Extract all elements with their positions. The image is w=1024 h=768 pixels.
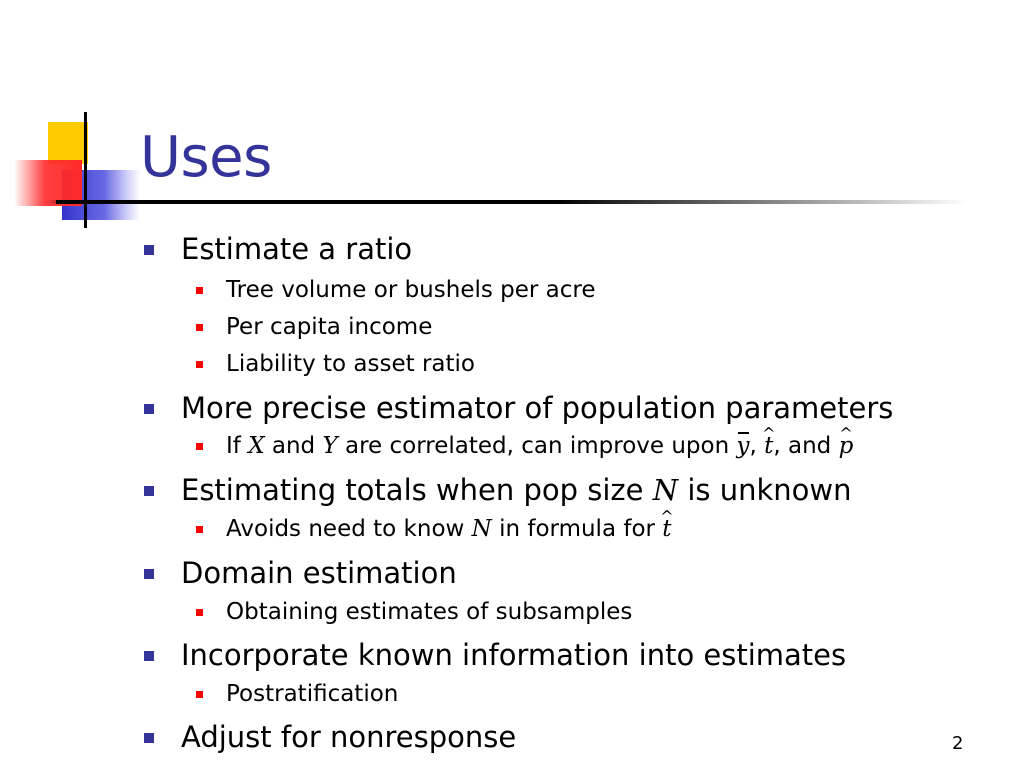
square-bullet-icon bbox=[196, 324, 203, 331]
square-bullet-icon bbox=[196, 691, 203, 698]
square-bullet-icon bbox=[144, 245, 154, 255]
square-bullet-icon bbox=[196, 443, 203, 450]
bullet-level1: Estimate a ratio bbox=[181, 232, 412, 266]
page-number: 2 bbox=[952, 733, 964, 754]
slide-title: Uses bbox=[140, 125, 272, 190]
math-y: Y bbox=[322, 433, 338, 459]
bullet-level2: If X and Y are correlated, can improve upon y, ^ t, and ^ p bbox=[226, 432, 853, 460]
square-bullet-icon bbox=[196, 287, 203, 294]
bullet-level2: Avoids need to know N in formula for ^ t bbox=[226, 515, 672, 543]
bullet-level1: More precise estimator of population parameters bbox=[181, 391, 893, 425]
math-that: ^ t bbox=[662, 515, 671, 543]
square-bullet-icon bbox=[196, 526, 203, 533]
bullet-level2: Tree volume or bushels per acre bbox=[226, 276, 596, 304]
math-ybar: y bbox=[736, 433, 750, 459]
bullet-level1: Domain estimation bbox=[181, 556, 457, 590]
square-bullet-icon bbox=[144, 486, 154, 496]
square-bullet-icon bbox=[196, 361, 203, 368]
bullet-level2: Liability to asset ratio bbox=[226, 350, 475, 378]
bullet-level2: Per capita income bbox=[226, 313, 432, 341]
math-phat: ^ p bbox=[839, 432, 854, 460]
square-bullet-icon bbox=[144, 733, 154, 743]
math-n: N bbox=[652, 473, 679, 507]
bullet-level1: Incorporate known information into estimates bbox=[181, 638, 846, 672]
bullet-level1: Estimating totals when pop size N is unknown bbox=[181, 473, 851, 507]
math-n: N bbox=[471, 516, 492, 542]
square-bullet-icon bbox=[196, 609, 203, 616]
math-that: ^ t bbox=[764, 432, 773, 460]
square-bullet-icon bbox=[144, 404, 154, 414]
bullet-level1: Adjust for nonresponse bbox=[181, 720, 516, 754]
square-bullet-icon bbox=[144, 569, 154, 579]
math-x: X bbox=[248, 433, 265, 459]
square-bullet-icon bbox=[144, 651, 154, 661]
bullet-level2: Postratification bbox=[226, 680, 398, 708]
bullet-level2: Obtaining estimates of subsamples bbox=[226, 598, 632, 626]
